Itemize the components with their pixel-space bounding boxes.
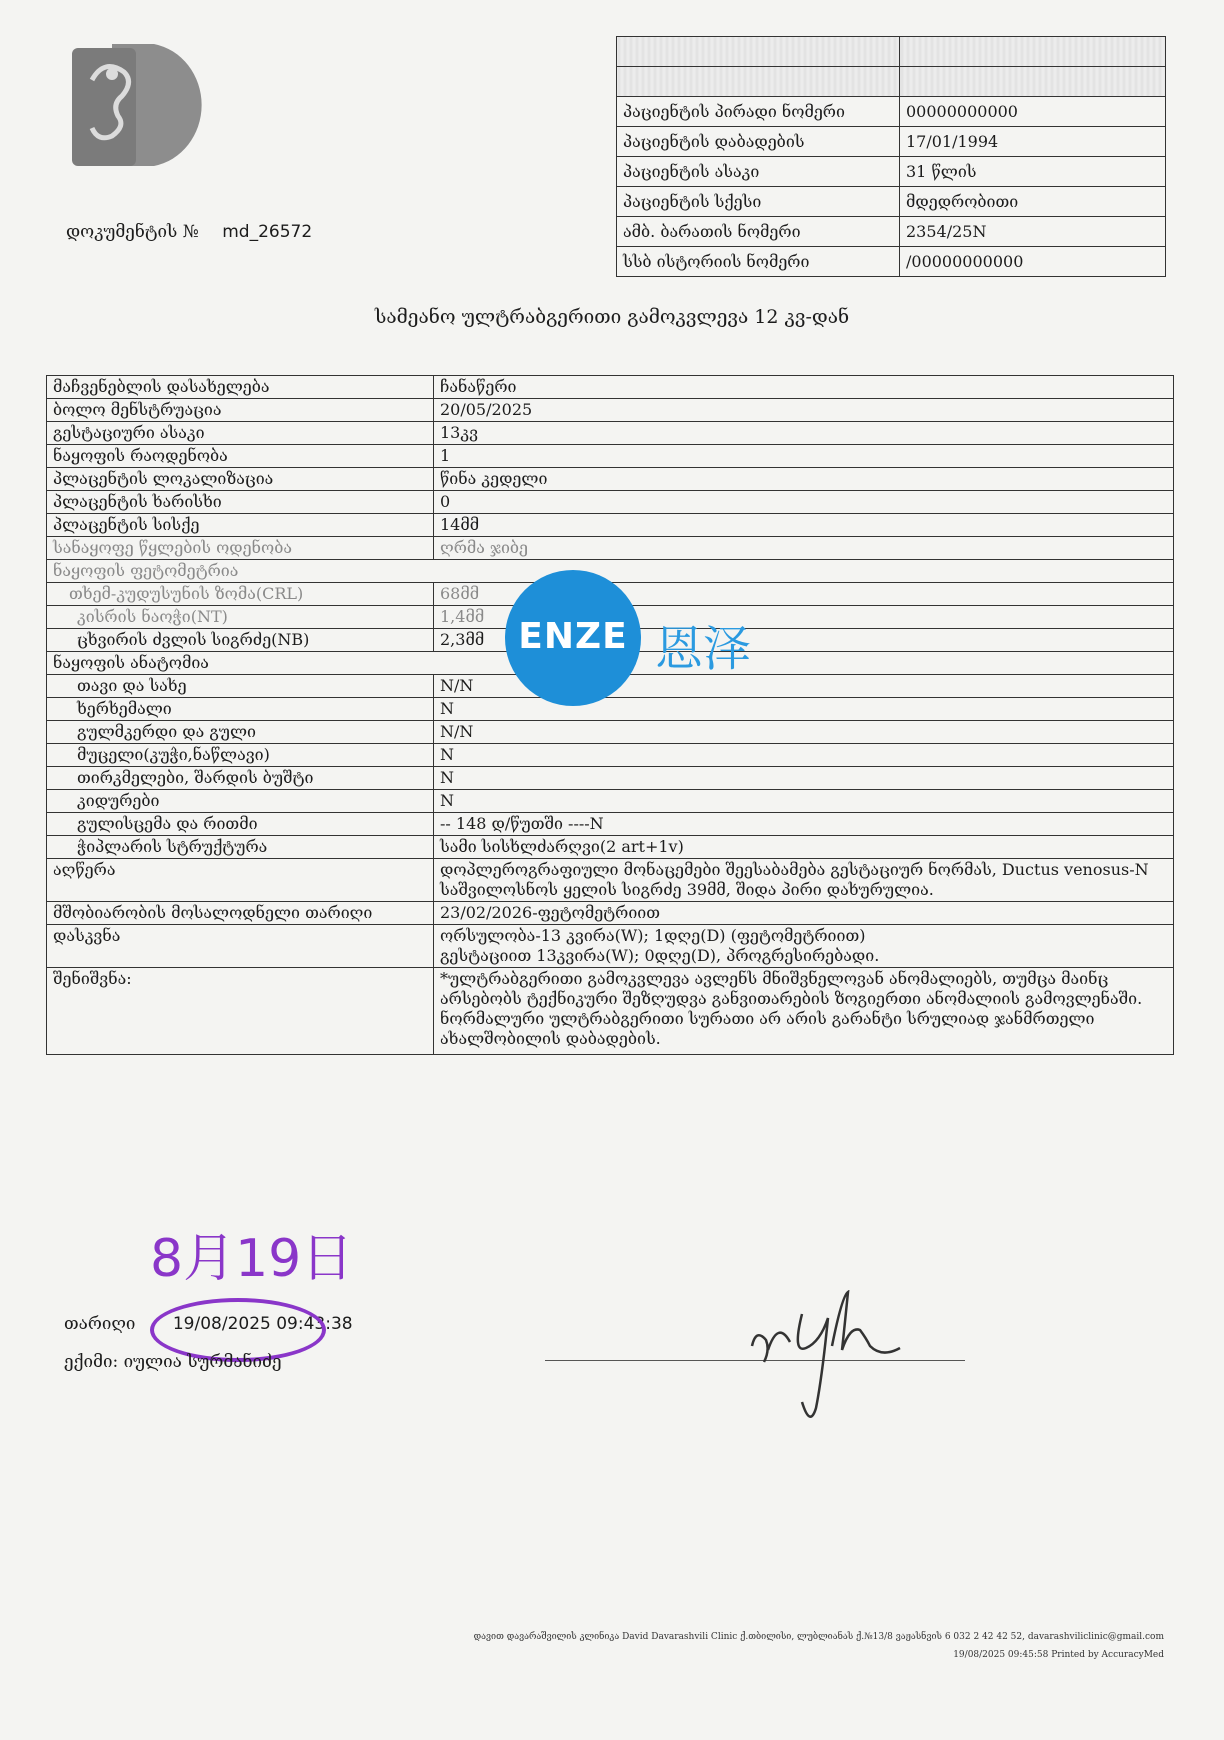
table-row — [47, 514, 1174, 537]
row-label: პლაცენტის სისქე — [47, 514, 434, 537]
description-line: საშვილოსნოს ყელის სიგრძე 39მმ, შიდა პირი დახურულია. — [440, 880, 934, 899]
row-label: ცხვირის ძვლის სიგრძე(NB) — [47, 629, 434, 652]
row-label: თხემ-კუდუსუნის ზომა(CRL) — [47, 583, 434, 606]
table-row — [47, 859, 1174, 902]
table-row — [47, 925, 1174, 968]
row-label: გულისცემა და რითმი — [47, 813, 434, 836]
table-row — [47, 744, 1174, 767]
row-label: პლაცენტის ლოკალიზაცია — [47, 468, 434, 491]
document-number — [66, 222, 312, 242]
watermark-text-en: ENZE — [518, 616, 628, 657]
doctor — [64, 1352, 282, 1372]
patient-row — [617, 247, 1166, 277]
patient-value: 31 წლის — [900, 157, 1166, 187]
patient-label: პაციენტის ასაკი — [617, 157, 900, 187]
doctor-name: იულია სურმანიძე — [123, 1352, 282, 1372]
row-value: 0 — [434, 491, 1174, 514]
row-label: ხერხემალი — [47, 698, 434, 721]
table-row — [47, 836, 1174, 859]
conclusion-line: ორსულობა-13 კვირა(W); 1დღე(D) (ფეტომეტრიით) — [440, 926, 866, 945]
row-label: გესტაციური ასაკი — [47, 422, 434, 445]
patient-value: 17/01/1994 — [900, 127, 1166, 157]
patient-value: /00000000000 — [900, 247, 1166, 277]
row-value: *ულტრაბგერითი გამოკვლევა ავლენს მნიშვნელოვან ანომალიებს, თუმცა მაინც არსებობს ტექნიკური შეზღუდვა განვითარების ზოგიერთი ანომალიის გამოვლენაში. ნორმალური ულტრაბგერითი სურათი არ არის გარანტი სრულიად ჯანმრთელი ახალშობილის დაბადების. — [434, 968, 1174, 1055]
row-value-multiline — [434, 859, 1174, 902]
row-label: აღწერა — [47, 859, 434, 902]
table-row — [47, 399, 1174, 422]
enze-watermark — [505, 570, 805, 710]
row-label: ბოლო მენსტრუაცია — [47, 399, 434, 422]
clinic-logo-icon — [72, 40, 212, 170]
patient-value: 00000000000 — [900, 97, 1166, 127]
row-label: დასკვნა — [47, 925, 434, 968]
row-value: N — [434, 698, 1174, 721]
row-label: ჭიპლარის სტრუქტურა — [47, 836, 434, 859]
doctor-label: ექიმი: — [64, 1352, 119, 1372]
row-value: -- 148 დ/წუთში ----N — [434, 813, 1174, 836]
patient-value: მდედრობითი — [900, 187, 1166, 217]
row-value: 13კვ — [434, 422, 1174, 445]
table-row — [47, 445, 1174, 468]
row-value: 23/02/2026-ფეტომეტრიით — [434, 902, 1174, 925]
row-label: თირკმელები, შარდის ბუშტი — [47, 767, 434, 790]
row-label: მუცელი(კუჭი,ნაწლავი) — [47, 744, 434, 767]
patient-value: 2354/25N — [900, 217, 1166, 247]
row-label: გულმკერდი და გული — [47, 721, 434, 744]
doc-number-value: md_26572 — [222, 222, 313, 242]
patient-row — [617, 217, 1166, 247]
table-row — [47, 767, 1174, 790]
table-row — [47, 790, 1174, 813]
row-value-multiline — [434, 925, 1174, 968]
page-title: სამეანო ულტრაბგერითი გამოკვლევა 12 კვ-დან — [374, 306, 850, 328]
results-table — [46, 375, 1174, 1055]
row-label: სანაყოფე წყლების ოდენობა — [47, 537, 434, 560]
table-row — [47, 721, 1174, 744]
row-value: წინა კედელი — [434, 468, 1174, 491]
patient-row — [617, 157, 1166, 187]
section-label: ნაყოფის ანატომია — [47, 652, 1174, 675]
date-label: თარიღი — [64, 1314, 136, 1334]
row-label: კიდურები — [47, 790, 434, 813]
signature-icon — [740, 1290, 970, 1450]
patient-row — [617, 187, 1166, 217]
row-value: 68მმ — [434, 583, 1174, 606]
row-value: 1,4მმ — [434, 606, 1174, 629]
description-line: დოპლეროგრაფიული მონაცემები შეესაბამება გესტაციურ ნორმას, Ductus venosus-N — [440, 860, 1149, 879]
date-value: 19/08/2025 09:43:38 — [172, 1314, 353, 1334]
row-label: პლაცენტის ხარისხი — [47, 491, 434, 514]
table-row — [47, 813, 1174, 836]
row-value: სამი სისხლძარღვი(2 art+1v) — [434, 836, 1174, 859]
footer-print-line: 19/08/2025 09:45:58 Printed by AccuracyMed — [953, 1650, 1164, 1660]
row-label: მაჩვენებლის დასახელება — [47, 376, 434, 399]
page-footer — [264, 1628, 1164, 1664]
patient-row — [617, 97, 1166, 127]
table-row — [47, 422, 1174, 445]
footer-clinic-line: დავით დავარაშვილის კლინიკა David Davarashvili Clinic ქ.თბილისი, ლუბლიანას ქ.№13/8 ვაჟასნვის 6 032 2 42 42 52, davarashviliclinic@gmail.com — [473, 1632, 1164, 1642]
row-value: N/N — [434, 721, 1174, 744]
row-value: N — [434, 767, 1174, 790]
date-annotation: 8月19日 — [150, 1229, 354, 1289]
patient-label: პაციენტის პირადი ნომერი — [617, 97, 900, 127]
row-value: 14მმ — [434, 514, 1174, 537]
table-row — [47, 376, 1174, 399]
table-row — [47, 902, 1174, 925]
row-label: შენიშვნა: — [47, 968, 434, 1055]
patient-row — [617, 127, 1166, 157]
redacted-row — [617, 67, 1166, 97]
patient-label: სსბ ისტორიის ნომერი — [617, 247, 900, 277]
row-value: N/N — [434, 675, 1174, 698]
row-value: 1 — [434, 445, 1174, 468]
table-row — [47, 491, 1174, 514]
row-label: მშობიარობის მოსალოდნელი თარიღი — [47, 902, 434, 925]
patient-label: ამბ. ბარათის ნომერი — [617, 217, 900, 247]
row-value: 2,3მმ — [434, 629, 1174, 652]
row-label: ნაყოფის რაოდენობა — [47, 445, 434, 468]
table-row — [47, 468, 1174, 491]
redacted-row — [617, 37, 1166, 67]
row-value: N — [434, 744, 1174, 767]
section-label: ნაყოფის ფეტომეტრია — [47, 560, 1174, 583]
conclusion-line: გესტაციით 13კვირა(W); 0დღე(D), პროგრესირებადი. — [440, 946, 880, 965]
row-value: 20/05/2025 — [434, 399, 1174, 422]
patient-info-table — [616, 36, 1166, 277]
doc-number-label: დოკუმენტის № — [66, 222, 199, 242]
row-value: ღრმა ჯიბე — [434, 537, 1174, 560]
row-label: თავი და სახე — [47, 675, 434, 698]
table-row — [47, 537, 1174, 560]
patient-label: პაციენტის სქესი — [617, 187, 900, 217]
row-value: ჩანაწერი — [434, 376, 1174, 399]
patient-label: პაციენტის დაბადების — [617, 127, 900, 157]
table-row — [47, 968, 1174, 1055]
row-value: N — [434, 790, 1174, 813]
watermark-text-cn: 恩泽 — [655, 621, 752, 677]
row-label: კისრის ნაოჭი(NT) — [47, 606, 434, 629]
